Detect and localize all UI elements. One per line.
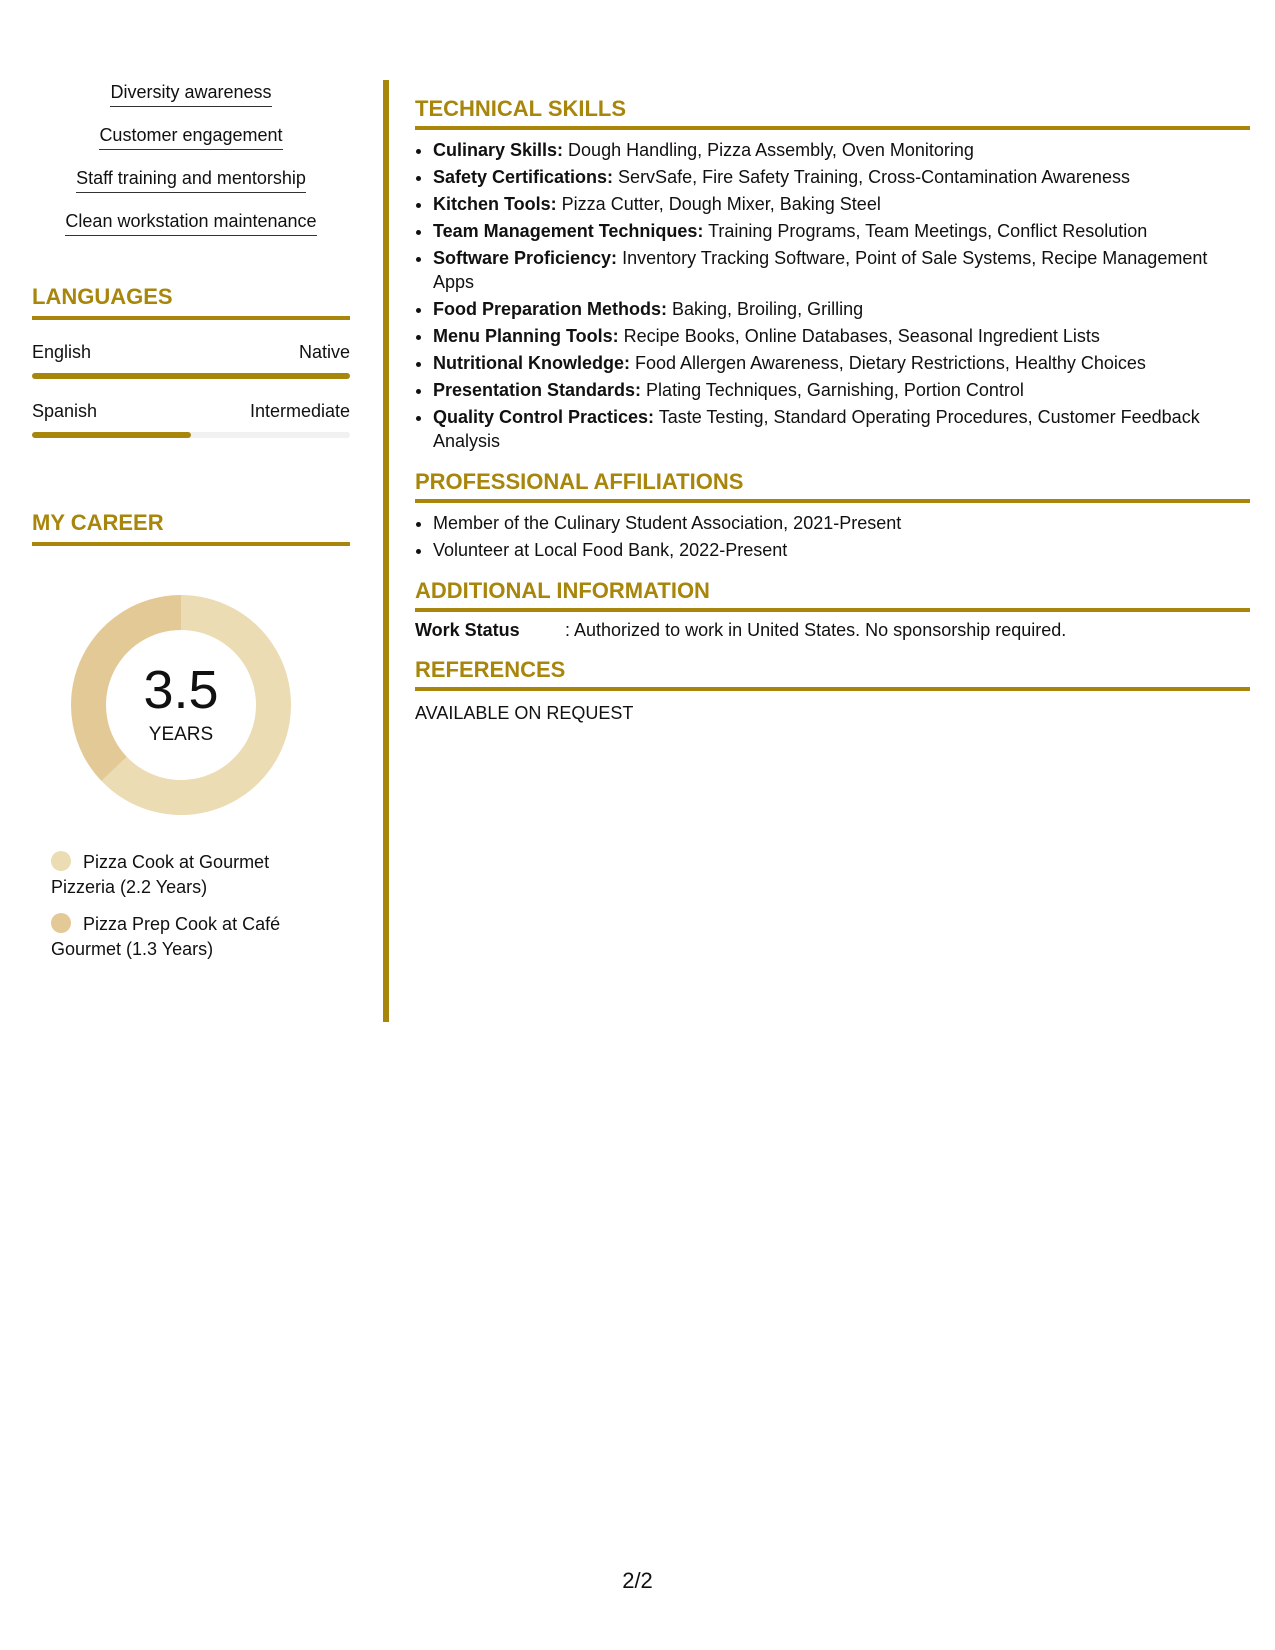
references-heading: REFERENCES	[415, 657, 1250, 691]
main-column	[415, 80, 1250, 724]
list-item: • Software Proficiency: Inventory Tracking Software, Point of Sale Systems, Recipe Management Apps	[433, 246, 1250, 294]
list-item: • Kitchen Tools: Pizza Cutter, Dough Mixer, Baking Steel	[433, 192, 1250, 216]
list-item: • Safety Certifications: ServSafe, Fire Safety Training, Cross-Contamination Awareness	[433, 165, 1250, 189]
language-english	[32, 342, 350, 379]
list-item: • Volunteer at Local Food Bank, 2022-Present	[433, 538, 1250, 562]
references-text: AVAILABLE ON REQUEST	[415, 703, 634, 723]
skill-tag: Customer engagement	[32, 123, 350, 150]
work-status-value: : Authorized to work in United States. No sponsorship required.	[565, 620, 1067, 640]
list-item: • Menu Planning Tools: Recipe Books, Online Databases, Seasonal Ingredient Lists	[433, 324, 1250, 348]
affiliations-heading: PROFESSIONAL AFFILIATIONS	[415, 469, 1250, 503]
work-status	[415, 620, 1250, 641]
additional-info-heading: ADDITIONAL INFORMATION	[415, 578, 1250, 612]
legend-dot	[51, 913, 71, 933]
language-spanish	[32, 401, 350, 438]
language-bar	[32, 373, 350, 379]
column-divider	[383, 80, 389, 1022]
language-bar	[32, 432, 350, 438]
list-item: • Culinary Skills: Dough Handling, Pizza Assembly, Oven Monitoring	[433, 138, 1250, 162]
legend-item: Pizza Cook at Gourmet Pizzeria (2.2 Years)	[51, 852, 270, 897]
skill-tag: Clean workstation maintenance	[32, 209, 350, 236]
language-name: Spanish	[32, 401, 98, 421]
language-name: English	[32, 342, 92, 362]
soft-skills-list	[32, 80, 350, 236]
technical-skills-heading: TECHNICAL SKILLS	[415, 96, 1250, 130]
skill-tag: Staff training and mentorship	[32, 166, 350, 193]
list-item: • Presentation Standards: Plating Techniques, Garnishing, Portion Control	[433, 378, 1250, 402]
page-number: 2/2	[622, 1568, 653, 1593]
list-item: • Member of the Culinary Student Association, 2021-Present	[433, 511, 1250, 535]
skill-tag: Diversity awareness	[32, 80, 350, 107]
career-legend	[51, 850, 301, 962]
career-heading: MY CAREER	[32, 510, 350, 546]
list-item: • Team Management Techniques: Training Programs, Team Meetings, Conflict Resolution	[433, 219, 1250, 243]
technical-skills-list	[415, 138, 1250, 453]
list-item: • Quality Control Practices: Taste Testing, Standard Operating Procedures, Customer Feedback Analysis	[433, 405, 1250, 453]
career-total-unit: YEARS	[148, 724, 214, 745]
legend-dot	[51, 851, 71, 871]
work-status-label: Work Status	[415, 620, 520, 640]
career-donut-chart	[66, 590, 296, 820]
languages-heading: LANGUAGES	[32, 284, 350, 320]
affiliations-list	[415, 511, 1250, 562]
language-level: Intermediate	[249, 401, 350, 421]
language-bar-fill	[32, 373, 350, 379]
language-bar-fill	[32, 432, 191, 438]
legend-item: Pizza Prep Cook at Café Gourmet (1.3 Years)	[51, 914, 281, 959]
list-item: • Nutritional Knowledge: Food Allergen Awareness, Dietary Restrictions, Healthy Choices	[433, 351, 1250, 375]
list-item: • Food Preparation Methods: Baking, Broiling, Grilling	[433, 297, 1250, 321]
career-total-value: 3.5	[143, 660, 219, 720]
sidebar	[32, 80, 350, 974]
language-level: Native	[298, 342, 350, 362]
